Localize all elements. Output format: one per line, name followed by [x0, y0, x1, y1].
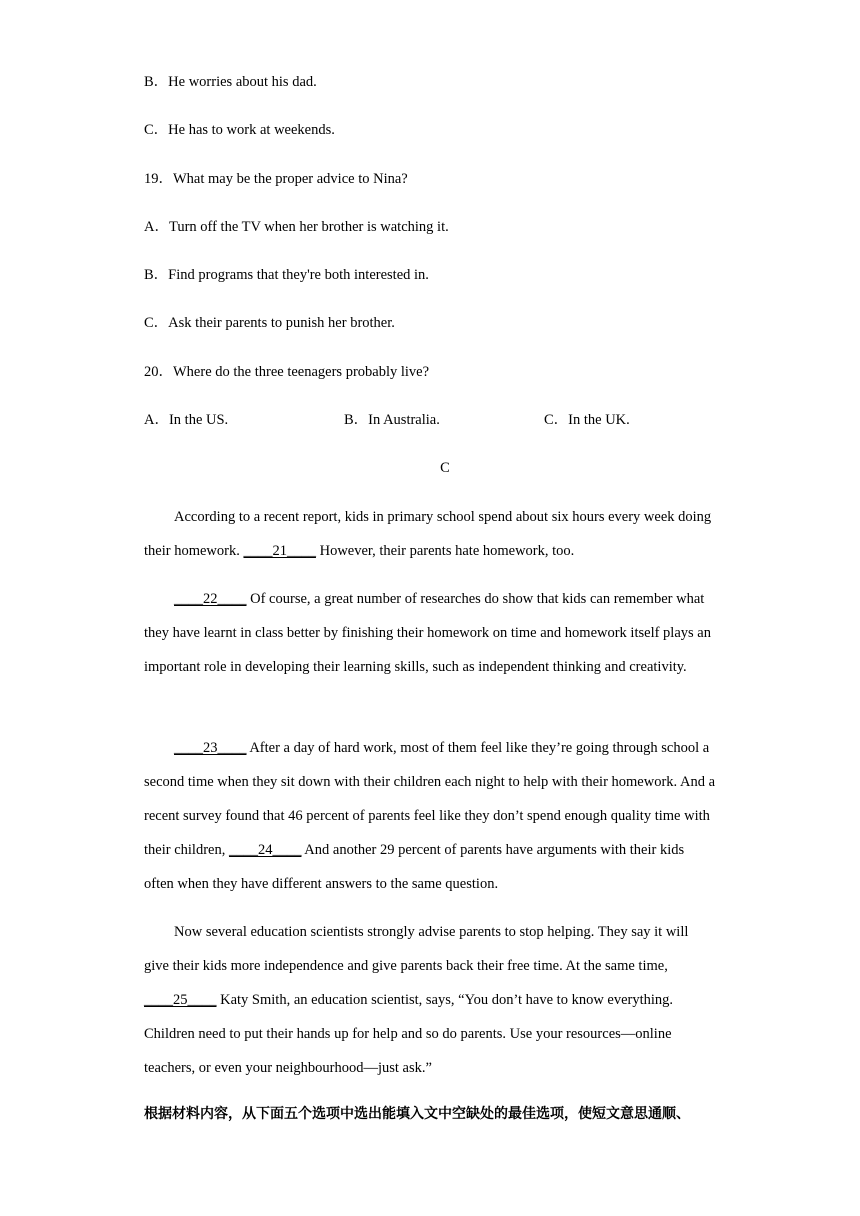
p4-text-a: Now several education scientists strongly advise parents to stop helping. They say it will give their kids more independence and give parents back their free time. At the same time,	[144, 924, 689, 974]
q20-question: 20．Where do the three teenagers probably live?	[144, 364, 430, 380]
q19-question: 19．What may be the proper advice to Nina?	[144, 171, 408, 187]
p1-text-a: According to a recent report, kids in primary school spend about six hours every week doing their homework.	[144, 509, 712, 559]
q20-option-a: A．In the US.	[144, 412, 229, 428]
instruction-text: 根据材料内容，从下面五个选项中选出能填入文中空缺处的最佳选项，使短文意思通顺、	[144, 1106, 690, 1122]
p3-text-a: After a day of hard work, most of them feel like they’re going through school a second time when they sit down with their children each night to help with their homework. And a recent survey found that 46 percent of parents feel like they don’t spend enough quality time with their children,	[144, 740, 716, 858]
p4-text-b: Katy Smith, an education scientist, says, “You don’t have to know everything. Children need to put their hands up for help and so do parents. Use your resources—online teachers, or even your neighbourhood—just ask.”	[144, 992, 674, 1076]
blank-22: ____22____	[174, 591, 247, 607]
q19-option-b: B．Find programs that they're both interested in.	[144, 267, 429, 283]
q20-option-b: B．In Australia.	[344, 412, 440, 428]
q20-option-c: C．In the UK.	[544, 412, 630, 428]
passage-paragraph-2	[144, 582, 716, 684]
blank-23: ____23____	[174, 740, 247, 756]
q18-option-c: C．He has to work at weekends.	[144, 122, 335, 138]
section-title: C	[440, 460, 450, 476]
q19-option-c: C．Ask their parents to punish her brother.	[144, 315, 395, 331]
p2-text: Of course, a great number of researches do show that kids can remember what they have learnt in class better by finishing their homework on time and homework itself plays an important role in developing their learning skills, such as independent thinking and creativity.	[144, 591, 711, 675]
q18-option-b: B．He worries about his dad.	[144, 74, 317, 90]
q19-option-a: A．Turn off the TV when her brother is watching it.	[144, 219, 449, 235]
passage-paragraph-1	[144, 500, 716, 568]
passage-paragraph-3	[144, 731, 716, 901]
p1-text-b: However, their parents hate homework, too.	[319, 543, 575, 559]
passage-paragraph-4	[144, 915, 716, 1085]
p3-text-b: And another 29 percent of parents have arguments with their kids often when they have different answers to the same question.	[144, 842, 685, 892]
blank-21: ____21____	[243, 543, 316, 559]
blank-24: ____24____	[228, 842, 302, 858]
blank-25: ____25____	[144, 992, 217, 1008]
q20-options	[144, 410, 630, 430]
